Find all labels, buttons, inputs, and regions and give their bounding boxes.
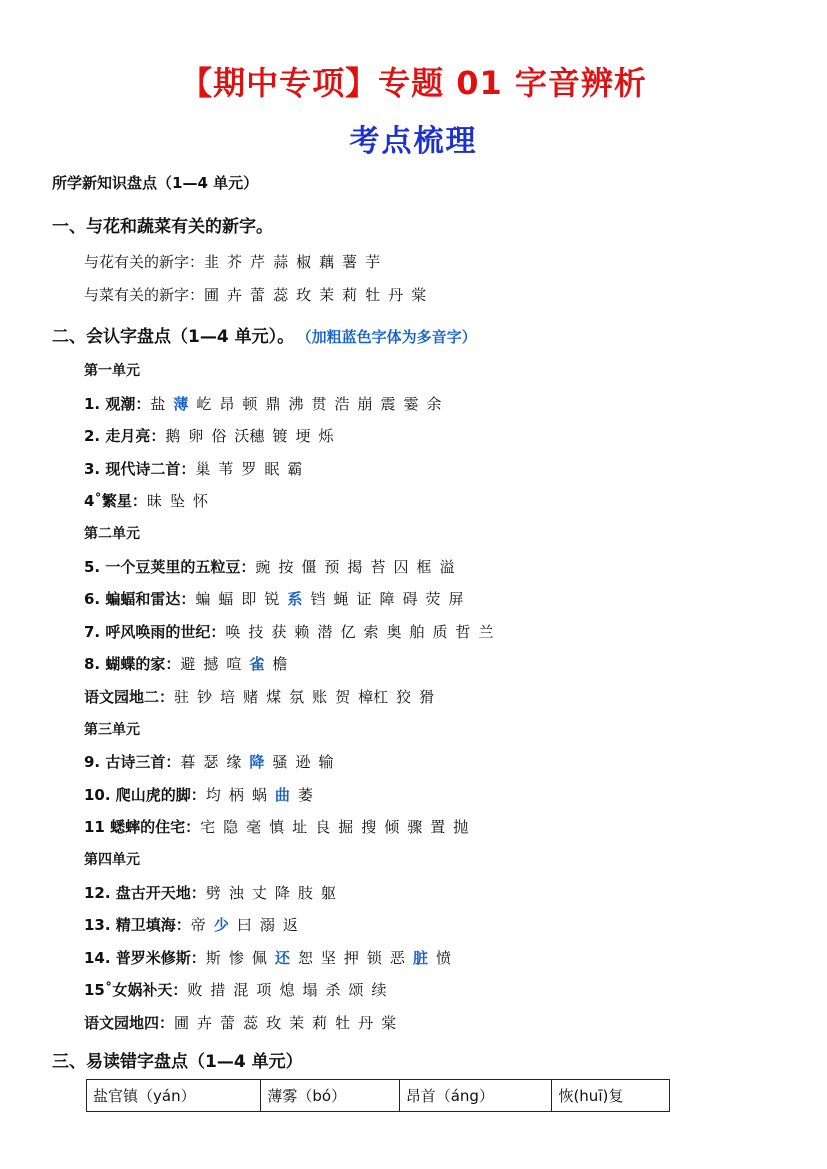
char: 芋 — [365, 253, 381, 271]
lesson-row — [84, 979, 395, 1000]
char: 亿 — [340, 622, 356, 641]
lesson-label: 10. 爬山虎的脚： — [84, 785, 206, 804]
char: 藕 — [319, 253, 335, 271]
char: 蕾 — [220, 1014, 236, 1032]
char: 莉 — [312, 1014, 328, 1032]
lesson-row — [84, 784, 321, 805]
char: 愤 — [435, 948, 451, 967]
char: 熄 — [279, 981, 295, 1000]
char: 揭 — [347, 557, 363, 576]
char: 颂 — [348, 981, 364, 1000]
lesson-row — [84, 751, 341, 772]
char: 玫 — [296, 286, 312, 304]
polyphone-char: 脏 — [412, 948, 428, 967]
char: 技 — [248, 622, 264, 641]
char: 猾 — [419, 688, 435, 706]
char: 项 — [256, 981, 272, 1000]
lesson-row — [84, 458, 310, 479]
char: 囚 — [393, 557, 409, 576]
char: 茉 — [289, 1014, 305, 1032]
lesson-label: 9. 古诗三首： — [84, 753, 181, 772]
lesson-label: 8. 蝴蝶的家： — [84, 655, 181, 674]
char: 赖 — [294, 622, 310, 641]
char: 蕊 — [273, 286, 289, 304]
lesson-row — [84, 914, 306, 935]
page-title: 【期中专项】专题 01 字音辨析 — [180, 64, 647, 102]
char: 溢 — [439, 557, 455, 576]
char: 钞 — [197, 688, 213, 706]
char: 卉 — [227, 286, 243, 304]
lesson-row — [84, 425, 341, 446]
char: 按 — [278, 557, 294, 576]
char: 舶 — [409, 622, 425, 641]
char: 账 — [312, 688, 328, 706]
char: 掘 — [338, 818, 354, 837]
char: 瑟 — [203, 753, 219, 772]
char: 即 — [241, 590, 257, 609]
section2-heading-line — [52, 322, 477, 347]
char: 蝇 — [333, 590, 349, 609]
char: 杀 — [325, 981, 341, 1000]
char: 获 — [271, 622, 287, 641]
section1-heading: 一、与花和蔬菜有关的新字。 — [52, 217, 273, 237]
char: 荧 — [425, 590, 441, 609]
char: 苇 — [218, 459, 234, 478]
lesson-label: 14. 普罗米修斯： — [84, 948, 206, 967]
char: 屹 — [196, 394, 212, 413]
char: 氛 — [289, 688, 305, 706]
char: 丹 — [388, 286, 404, 304]
polyphone-char: 雀 — [249, 655, 265, 674]
misread-table — [86, 1079, 670, 1112]
char: 圃 — [174, 1014, 190, 1032]
char: 兰 — [478, 622, 494, 641]
char: 圃 — [204, 286, 220, 304]
lesson-label: 13. 精卫填海： — [84, 916, 191, 935]
table-row — [87, 1080, 670, 1112]
char: 昧 — [146, 492, 162, 511]
lesson-row — [84, 816, 476, 837]
char: 返 — [282, 916, 298, 935]
char: 撼 — [203, 655, 219, 674]
lesson-label: 11 蟋蟀的住宅： — [84, 818, 201, 837]
char: 崩 — [357, 394, 373, 413]
char: 良 — [315, 818, 331, 837]
char: 置 — [430, 818, 446, 837]
char: 韭 — [204, 253, 220, 271]
char: 烁 — [318, 427, 334, 446]
char: 霎 — [403, 394, 419, 413]
char: 骤 — [407, 818, 423, 837]
char: 沃穗 — [234, 427, 265, 446]
char: 均 — [205, 785, 221, 804]
char: 椒 — [296, 253, 312, 271]
polyphone-char: 薄 — [173, 394, 189, 413]
char: 赌 — [243, 688, 259, 706]
flower-chars-row — [84, 251, 388, 272]
char: 障 — [379, 590, 395, 609]
char: 暮 — [180, 753, 196, 772]
char: 芹 — [250, 253, 266, 271]
char: 蒜 — [273, 253, 289, 271]
char: 预 — [324, 557, 340, 576]
char: 避 — [180, 655, 196, 674]
char: 蕾 — [250, 286, 266, 304]
char: 输 — [318, 753, 334, 772]
char: 卉 — [197, 1014, 213, 1032]
intro-text: 所学新知识盘点（1—4 单元） — [52, 174, 259, 192]
char: 樟杠 — [358, 688, 389, 706]
char: 怀 — [192, 492, 208, 511]
char: 塌 — [302, 981, 318, 1000]
char: 唤 — [225, 622, 241, 641]
char: 曰 — [236, 916, 252, 935]
lesson-row — [84, 621, 502, 642]
char: 顿 — [242, 394, 258, 413]
char: 霸 — [287, 459, 303, 478]
unit-heading: 第四单元 — [84, 852, 140, 868]
char: 卵 — [188, 427, 204, 446]
polyphone-char: 系 — [287, 590, 303, 609]
char: 蝙 — [195, 590, 211, 609]
char: 罗 — [241, 459, 257, 478]
char: 逊 — [295, 753, 311, 772]
char: 慎 — [269, 818, 285, 837]
row-label: 与花有关的新字： — [84, 253, 205, 271]
char: 混 — [233, 981, 249, 1000]
table-cell: 恢(huī)复 — [552, 1080, 670, 1112]
char: 抛 — [453, 818, 469, 837]
vegetable-chars-row — [84, 284, 434, 305]
char: 鼎 — [265, 394, 281, 413]
char: 薯 — [342, 253, 358, 271]
char: 余 — [426, 394, 442, 413]
table-cell: 昂首（áng） — [399, 1080, 552, 1112]
lesson-label: 1. 观潮： — [84, 394, 151, 413]
char: 萎 — [297, 785, 313, 804]
lesson-row — [84, 1012, 404, 1033]
char: 押 — [343, 948, 359, 967]
char: 败 — [187, 981, 203, 1000]
char: 屏 — [448, 590, 464, 609]
char: 惨 — [228, 948, 244, 967]
char: 帝 — [190, 916, 206, 935]
char: 狡 — [396, 688, 412, 706]
row-label: 与菜有关的新字： — [84, 286, 205, 304]
page-subtitle: 考点梳理 — [349, 124, 478, 159]
char: 震 — [380, 394, 396, 413]
section3-heading: 三、易读错字盘点（1—4 单元） — [52, 1052, 303, 1072]
table-cell: 盐官镇（yán） — [87, 1080, 261, 1112]
char: 措 — [210, 981, 226, 1000]
char: 煤 — [266, 688, 282, 706]
lesson-label: 12. 盘古开天地： — [84, 883, 206, 902]
char: 蝠 — [218, 590, 234, 609]
section2-heading: 二、会认字盘点（1—4 单元）。 — [52, 327, 295, 347]
char: 骚 — [272, 753, 288, 772]
char: 贯 — [311, 394, 327, 413]
char: 茉 — [319, 286, 335, 304]
lesson-label: 3. 现代诗二首： — [84, 459, 196, 478]
lesson-row — [84, 556, 463, 577]
char: 碍 — [402, 590, 418, 609]
char: 芥 — [227, 253, 243, 271]
char: 培 — [220, 688, 236, 706]
lesson-label: 15˚女娲补天： — [84, 981, 188, 1000]
char: 索 — [363, 622, 379, 641]
polyphone-note: （加粗蓝色字体为多音字） — [304, 328, 477, 346]
char: 盐 — [150, 394, 166, 413]
table-cell: 薄雾（bó） — [261, 1080, 399, 1112]
char: 沸 — [288, 394, 304, 413]
char: 躯 — [320, 883, 336, 902]
char: 奥 — [386, 622, 402, 641]
polyphone-char: 少 — [213, 916, 229, 935]
lesson-row — [84, 490, 216, 511]
lesson-label: 语文园地四： — [84, 1014, 175, 1032]
char: 镀 — [272, 427, 288, 446]
char: 斯 — [205, 948, 221, 967]
lesson-row — [84, 686, 442, 707]
char: 莉 — [342, 286, 358, 304]
char: 缘 — [226, 753, 242, 772]
char: 昂 — [219, 394, 235, 413]
char: 质 — [432, 622, 448, 641]
lesson-row — [84, 588, 472, 609]
char: 柄 — [228, 785, 244, 804]
lesson-row — [84, 882, 344, 903]
char: 锁 — [366, 948, 382, 967]
unit-heading: 第二单元 — [84, 526, 140, 542]
char: 降 — [274, 883, 290, 902]
char: 蕊 — [243, 1014, 259, 1032]
char: 框 — [416, 557, 432, 576]
char: 证 — [356, 590, 372, 609]
char: 潜 — [317, 622, 333, 641]
char: 玫 — [266, 1014, 282, 1032]
polyphone-char: 降 — [249, 753, 265, 772]
lesson-row — [84, 393, 450, 414]
char: 倾 — [384, 818, 400, 837]
char: 鹅 — [165, 427, 181, 446]
lesson-label: 4˚繁星： — [84, 492, 147, 511]
lesson-label: 语文园地二： — [84, 688, 175, 706]
char: 坚 — [320, 948, 336, 967]
char: 牡 — [365, 286, 381, 304]
char: 巢 — [195, 459, 211, 478]
char: 苔 — [370, 557, 386, 576]
lesson-label: 6. 蝙蝠和雷达： — [84, 590, 196, 609]
char: 浩 — [334, 394, 350, 413]
char: 佩 — [251, 948, 267, 967]
lesson-label: 2. 走月亮： — [84, 427, 166, 446]
char: 埂 — [295, 427, 311, 446]
char: 址 — [292, 818, 308, 837]
lesson-row — [84, 947, 459, 968]
char: 俗 — [211, 427, 227, 446]
char: 肢 — [297, 883, 313, 902]
lesson-label: 5. 一个豆荚里的五粒豆： — [84, 557, 256, 576]
polyphone-char: 还 — [274, 948, 290, 967]
char: 恕 — [297, 948, 313, 967]
char: 哲 — [455, 622, 471, 641]
char: 丹 — [358, 1014, 374, 1032]
char: 恶 — [389, 948, 405, 967]
char: 搜 — [361, 818, 377, 837]
char: 锐 — [264, 590, 280, 609]
char: 牡 — [335, 1014, 351, 1032]
lesson-label: 7. 呼风唤雨的世纪： — [84, 622, 226, 641]
char: 毫 — [246, 818, 262, 837]
char: 檐 — [272, 655, 288, 674]
char: 僵 — [301, 557, 317, 576]
char: 劈 — [205, 883, 221, 902]
char: 宅 — [200, 818, 216, 837]
char: 坠 — [169, 492, 185, 511]
char: 棠 — [381, 1014, 397, 1032]
char: 棠 — [411, 286, 427, 304]
char: 豌 — [255, 557, 271, 576]
char: 喧 — [226, 655, 242, 674]
char: 铛 — [310, 590, 326, 609]
char: 眠 — [264, 459, 280, 478]
unit-heading: 第一单元 — [84, 363, 140, 379]
char: 溺 — [259, 916, 275, 935]
char: 丈 — [251, 883, 267, 902]
polyphone-char: 曲 — [274, 785, 290, 804]
lesson-row — [84, 653, 295, 674]
unit-heading: 第三单元 — [84, 721, 140, 738]
char: 隐 — [223, 818, 239, 837]
char: 驻 — [174, 688, 190, 706]
char: 贺 — [335, 688, 351, 706]
char: 蜗 — [251, 785, 267, 804]
char: 续 — [371, 981, 387, 1000]
char: 浊 — [228, 883, 244, 902]
